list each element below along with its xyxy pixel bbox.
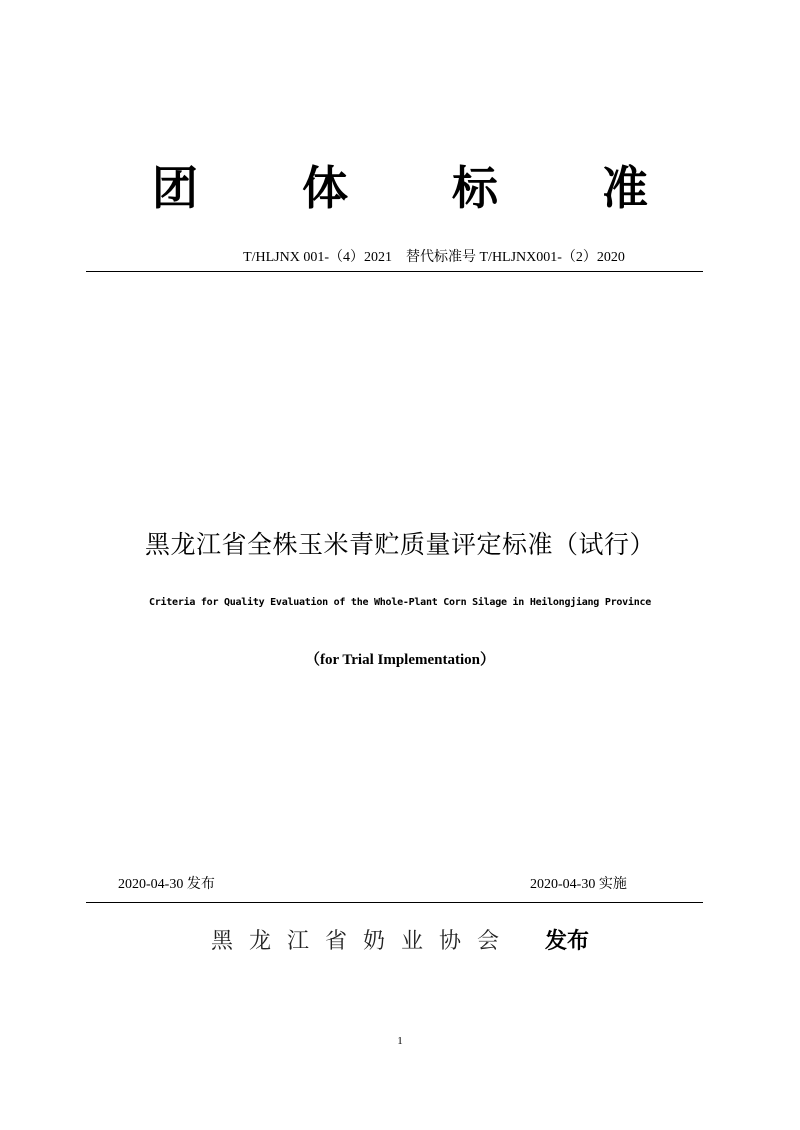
issue-date: 2020-04-30 发布 bbox=[118, 877, 215, 892]
standard-code: T/HLJNX 001-（4）2021 bbox=[243, 250, 392, 265]
document-title-chinese: 黑龙江省全株玉米青贮质量评定标准（试行） bbox=[144, 530, 655, 559]
header-divider bbox=[86, 271, 703, 272]
issuer-line bbox=[0, 926, 800, 960]
standard-code-line bbox=[0, 249, 800, 267]
publish-label: 发布 bbox=[545, 929, 590, 954]
document-subtitle: （for Trial Implementation） bbox=[305, 652, 495, 668]
page-number: 1 bbox=[397, 1035, 403, 1047]
footer-divider bbox=[86, 902, 703, 903]
issuing-organization: 黑龙江省奶业协会 bbox=[210, 929, 515, 954]
implementation-date: 2020-04-30 实施 bbox=[530, 877, 627, 892]
replaced-standard-code: 替代标准号 T/HLJNX001-（2）2020 bbox=[406, 250, 625, 265]
document-type-heading: 团 体 标 准 bbox=[151, 161, 693, 215]
document-title-english: Criteria for Quality Evaluation of the Whole-Plant Corn Silage in Heilongjiang Province bbox=[148, 597, 652, 608]
